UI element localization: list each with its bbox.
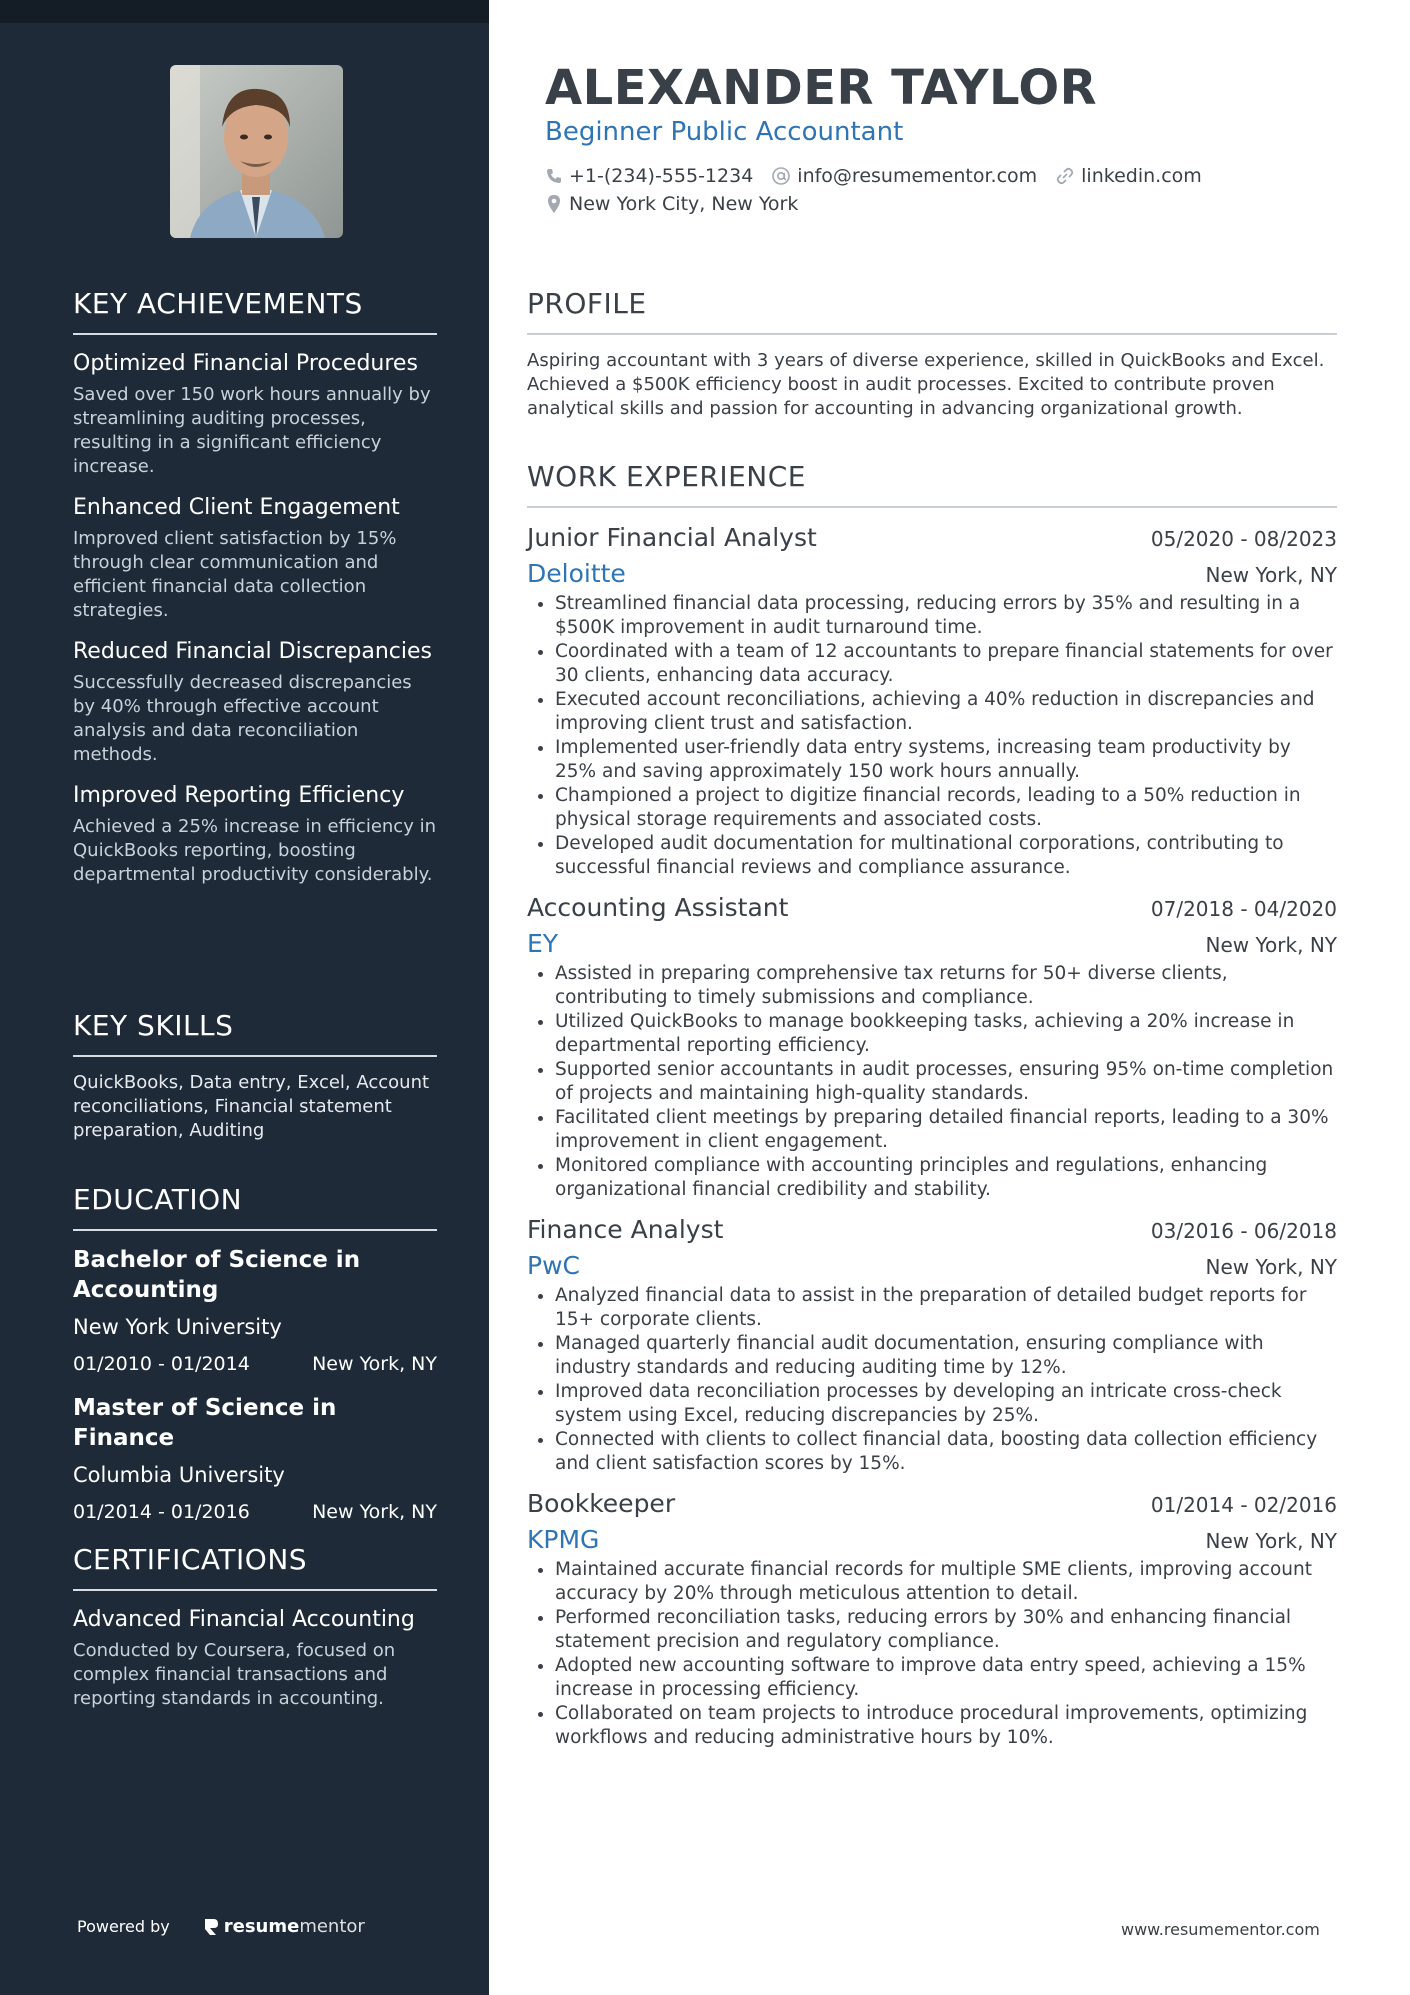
- education-school: Columbia University: [73, 1463, 285, 1487]
- education-heading: EDUCATION: [73, 1183, 437, 1231]
- job-bullet: • Adopted new accounting software to improve data entry speed, achieving a 15% increase in processing efficiency.: [555, 1654, 1337, 1702]
- sidebar: [0, 0, 489, 1995]
- job-location: New York, NY: [1205, 933, 1337, 957]
- phone-icon: [545, 167, 563, 185]
- job-location: New York, NY: [1205, 563, 1337, 587]
- job-title: Accounting Assistant: [527, 893, 789, 922]
- experience-section: [527, 460, 1337, 1750]
- education-item: [73, 1393, 437, 1525]
- achievement-title: Reduced Financial Discrepancies: [73, 639, 432, 664]
- contact-email[interactable]: [771, 165, 1037, 187]
- profile-text: Aspiring accountant with 3 years of diverse experience, skilled in QuickBooks and Excel. Achieved a $500K efficiency boost in audit processes. Excited to contribute proven analytical skills and passion for accounting in advancing organizational growth.: [527, 350, 1325, 419]
- job-bullet: • Streamlined financial data processing, reducing errors by 35% and resulting in a $500K improvement in audit turnaround time.: [555, 592, 1337, 640]
- job-dates: 05/2020 - 08/2023: [1150, 527, 1337, 551]
- location-pin-icon: [545, 194, 563, 214]
- sidebar-top-band: [0, 0, 489, 23]
- brand-logo[interactable]: [202, 1916, 365, 1937]
- job-bullets: [527, 1558, 1337, 1750]
- job-dates: 07/2018 - 04/2020: [1150, 897, 1337, 921]
- achievement-item: [73, 781, 437, 887]
- contact-phone[interactable]: [545, 165, 753, 187]
- certifications-section: [73, 1543, 437, 1711]
- achievement-title: Enhanced Client Engagement: [73, 495, 400, 520]
- job-bullet: • Executed account reconciliations, achieving a 40% reduction in discrepancies and improving client trust and satisfaction.: [555, 688, 1337, 736]
- job-bullets: [527, 592, 1337, 880]
- certifications-heading: CERTIFICATIONS: [73, 1543, 437, 1591]
- job-bullet: • Championed a project to digitize financial records, leading to a 50% reduction in physical storage requirements and associated costs.: [555, 784, 1337, 832]
- job-location: New York, NY: [1205, 1255, 1337, 1279]
- job-bullet: • Coordinated with a team of 12 accountants to prepare financial statements for over 30 clients, enhancing data accuracy.: [555, 640, 1337, 688]
- job-entry: [527, 522, 1337, 880]
- phone-text: +1-(234)-555-1234: [569, 165, 754, 187]
- powered-by: [77, 1916, 365, 1937]
- candidate-name: ALEXANDER TAYLOR: [545, 60, 1098, 116]
- job-location: New York, NY: [1205, 1529, 1337, 1553]
- achievement-desc: Improved client satisfaction by 15% through clear communication and efficient financial data collection strategies.: [73, 528, 397, 621]
- achievements-section: [73, 287, 437, 887]
- job-bullet: • Improved data reconciliation processes by developing an intricate cross-check system using Excel, reducing discrepancies by 25%.: [555, 1380, 1337, 1428]
- email-text: info@resumementor.com: [797, 165, 1038, 187]
- skills-section: [73, 1009, 437, 1143]
- achievement-desc: Achieved a 25% increase in efficiency in QuickBooks reporting, boosting departmental productivity considerably.: [73, 816, 436, 885]
- education-section: [73, 1183, 437, 1525]
- contact-location: [545, 193, 798, 215]
- education-location: New York, NY: [312, 1353, 437, 1375]
- achievement-item: [73, 349, 437, 479]
- job-bullets: [527, 1284, 1337, 1476]
- job-bullet: • Managed quarterly financial audit documentation, ensuring compliance with industry standards and reducing auditing time by 12%.: [555, 1332, 1337, 1380]
- brand-bold: resume: [223, 1916, 300, 1937]
- achievement-desc: Saved over 150 work hours annually by streamlining auditing processes, resulting in a significant efficiency increase.: [73, 384, 431, 477]
- contact-info: [545, 162, 1220, 218]
- brand-light: mentor: [299, 1916, 365, 1937]
- job-bullet: • Supported senior accountants in audit processes, ensuring 95% on-time completion of projects and maintaining high-quality standards.: [555, 1058, 1337, 1106]
- job-dates: 01/2014 - 02/2016: [1150, 1493, 1337, 1517]
- achievements-heading: KEY ACHIEVEMENTS: [73, 287, 437, 335]
- job-bullet: • Monitored compliance with accounting principles and regulations, enhancing organizational financial credibility and stability.: [555, 1154, 1337, 1202]
- profile-section: [527, 287, 1337, 421]
- job-title: Junior Financial Analyst: [527, 523, 817, 552]
- job-bullet: • Utilized QuickBooks to manage bookkeeping tasks, achieving a 20% increase in departmental reporting efficiency.: [555, 1010, 1337, 1058]
- job-bullet: • Analyzed financial data to assist in the preparation of detailed budget reports for 15+ corporate clients.: [555, 1284, 1337, 1332]
- profile-photo: [170, 65, 343, 238]
- job-bullet: • Facilitated client meetings by preparing detailed financial reports, leading to a 30% improvement in client engagement.: [555, 1106, 1337, 1154]
- job-bullet: • Collaborated on team projects to introduce procedural improvements, optimizing workflows and reducing administrative hours by 10%.: [555, 1702, 1337, 1750]
- job-company: KPMG: [527, 1525, 600, 1554]
- certification-title: Advanced Financial Accounting: [73, 1607, 415, 1632]
- skills-list: QuickBooks, Data entry, Excel, Account reconciliations, Financial statement preparation, Auditing: [73, 1072, 430, 1141]
- education-degree: Master of Science in Finance: [73, 1395, 337, 1451]
- location-text: New York City, New York: [569, 193, 799, 215]
- job-company: PwC: [527, 1251, 580, 1280]
- profile-heading: PROFILE: [527, 287, 1337, 335]
- powered-by-label: Powered by: [77, 1917, 170, 1936]
- link-icon: [1055, 166, 1075, 186]
- job-company: Deloitte: [527, 559, 626, 588]
- at-icon: [771, 166, 791, 186]
- linkedin-text: linkedin.com: [1081, 165, 1202, 187]
- job-bullet: • Connected with clients to collect financial data, boosting data collection efficiency and client satisfaction scores by 15%.: [555, 1428, 1337, 1476]
- education-degree: Bachelor of Science in Accounting: [73, 1247, 361, 1303]
- education-school: New York University: [73, 1315, 282, 1339]
- contact-linkedin[interactable]: [1055, 165, 1202, 187]
- achievement-desc: Successfully decreased discrepancies by 40% through effective account analysis and data reconciliation methods.: [73, 672, 412, 765]
- achievement-title: Optimized Financial Procedures: [73, 351, 418, 376]
- job-bullet: • Developed audit documentation for multinational corporations, contributing to successful financial reviews and compliance assurance.: [555, 832, 1337, 880]
- education-item: [73, 1245, 437, 1377]
- job-entry: [527, 892, 1337, 1202]
- job-title: Finance Analyst: [527, 1215, 724, 1244]
- education-dates: 01/2010 - 01/2014: [73, 1353, 250, 1375]
- job-company: EY: [527, 929, 559, 958]
- skills-heading: KEY SKILLS: [73, 1009, 437, 1057]
- achievement-title: Improved Reporting Efficiency: [73, 783, 405, 808]
- job-title: Bookkeeper: [527, 1489, 676, 1518]
- experience-heading: WORK EXPERIENCE: [527, 460, 1337, 508]
- footer-url[interactable]: www.resumementor.com: [1121, 1920, 1320, 1939]
- achievement-item: [73, 493, 437, 623]
- education-dates: 01/2014 - 01/2016: [73, 1501, 250, 1523]
- job-bullet: • Performed reconciliation tasks, reducing errors by 30% and enhancing financial statement precision and regulatory compliance.: [555, 1606, 1337, 1654]
- certification-item: [73, 1605, 437, 1711]
- brand-icon: [202, 1917, 220, 1937]
- certification-desc: Conducted by Coursera, focused on complex financial transactions and reporting standards in accounting.: [73, 1640, 396, 1709]
- education-location: New York, NY: [312, 1501, 437, 1523]
- job-entry: [527, 1488, 1337, 1750]
- job-bullets: [527, 962, 1337, 1202]
- job-bullet: • Implemented user-friendly data entry systems, increasing team productivity by 25% and saving approximately 150 work hours annually.: [555, 736, 1337, 784]
- job-bullet: • Assisted in preparing comprehensive tax returns for 50+ diverse clients, contributing to timely submissions and compliance.: [555, 962, 1337, 1010]
- job-dates: 03/2016 - 06/2018: [1150, 1219, 1337, 1243]
- job-entry: [527, 1214, 1337, 1476]
- candidate-role: Beginner Public Accountant: [545, 117, 904, 147]
- job-bullet: • Maintained accurate financial records for multiple SME clients, improving account accuracy by 20% through meticulous attention to detail.: [555, 1558, 1337, 1606]
- achievement-item: [73, 637, 437, 767]
